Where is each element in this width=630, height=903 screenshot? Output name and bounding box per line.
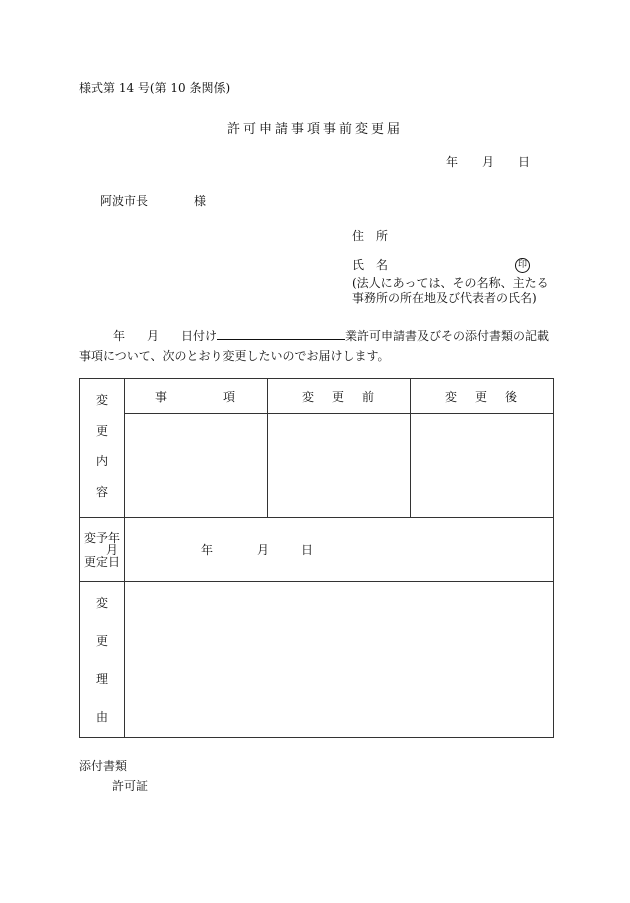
- header-after-char: 変: [444, 389, 459, 404]
- change-details-table: [79, 378, 554, 738]
- change-content-char: 容: [95, 484, 108, 499]
- header-after: [411, 379, 554, 414]
- seal-mark: 印: [515, 258, 530, 273]
- change-reason-label: [80, 582, 125, 738]
- addressee-name: 阿波市長: [100, 194, 149, 208]
- header-after-char: 更: [474, 389, 489, 404]
- change-reason-char: 変: [95, 595, 108, 610]
- scheduled-date-cell[interactable]: [125, 518, 554, 582]
- submission-date: [446, 156, 530, 168]
- header-before: [268, 379, 411, 414]
- body-line1-rest: 業許可申請書及びその添付書類の記載: [345, 329, 550, 343]
- before-value-cell[interactable]: [268, 414, 411, 518]
- scheduled-date-label-line1: 変予年: [83, 530, 120, 545]
- body-text: [79, 326, 549, 366]
- name-label: 氏 名: [352, 258, 389, 272]
- header-before-char: 変: [301, 389, 316, 404]
- header-after-char: 後: [505, 389, 520, 404]
- addressee-honorific: 様: [194, 194, 207, 208]
- scheduled-year-label: 年: [201, 543, 214, 557]
- attachments-title: 添付書類: [79, 759, 128, 773]
- change-content-char: 変: [95, 393, 108, 407]
- header-item-char: 事: [154, 389, 169, 404]
- attachment-item: 許可証: [112, 779, 149, 793]
- body-line-1: [79, 326, 549, 346]
- change-content-label: [80, 379, 125, 518]
- header-item-char: 項: [223, 389, 238, 404]
- header-before-char: 前: [362, 389, 377, 404]
- date-year-label: 年: [446, 155, 459, 169]
- date-day-label: 日: [518, 155, 531, 169]
- body-year: 年: [113, 329, 126, 343]
- item-value-cell[interactable]: [125, 414, 268, 518]
- corporate-note-line1: (法人にあっては、その名称、主たる: [352, 276, 549, 290]
- scheduled-day-label: 日: [301, 543, 314, 557]
- document-title: 許可申請事項事前変更届: [226, 122, 403, 137]
- corporate-note-line2: 事務所の所在地及び代表者の氏名): [352, 291, 537, 305]
- scheduled-date-label-line2: 月: [105, 542, 118, 557]
- header-before-char: 更: [331, 389, 346, 404]
- date-month-label: 月: [482, 155, 495, 169]
- change-content-char: 更: [95, 423, 108, 438]
- header-item: [125, 379, 268, 414]
- change-reason-char: 更: [95, 633, 108, 648]
- scheduled-month-label: 月: [257, 543, 270, 557]
- business-type-blank: [217, 327, 345, 340]
- scheduled-date-label-line3: 更定日: [83, 554, 120, 569]
- body-month: 月: [147, 329, 160, 343]
- form-number: 様式第 14 号(第 10 条関係): [79, 81, 231, 95]
- change-reason-char: 理: [95, 671, 108, 686]
- addressee: [100, 195, 206, 207]
- after-value-cell[interactable]: [411, 414, 554, 518]
- corporate-note: [352, 276, 549, 306]
- body-date-suffix: 日付け: [181, 329, 218, 343]
- body-line-2: 事項について、次のとおり変更したいのでお届けします。: [79, 349, 390, 363]
- change-reason-cell[interactable]: [125, 582, 554, 738]
- change-content-char: 内: [95, 454, 108, 469]
- change-reason-char: 由: [95, 709, 108, 724]
- address-label: 住 所: [352, 229, 389, 243]
- scheduled-date-label: [80, 518, 125, 582]
